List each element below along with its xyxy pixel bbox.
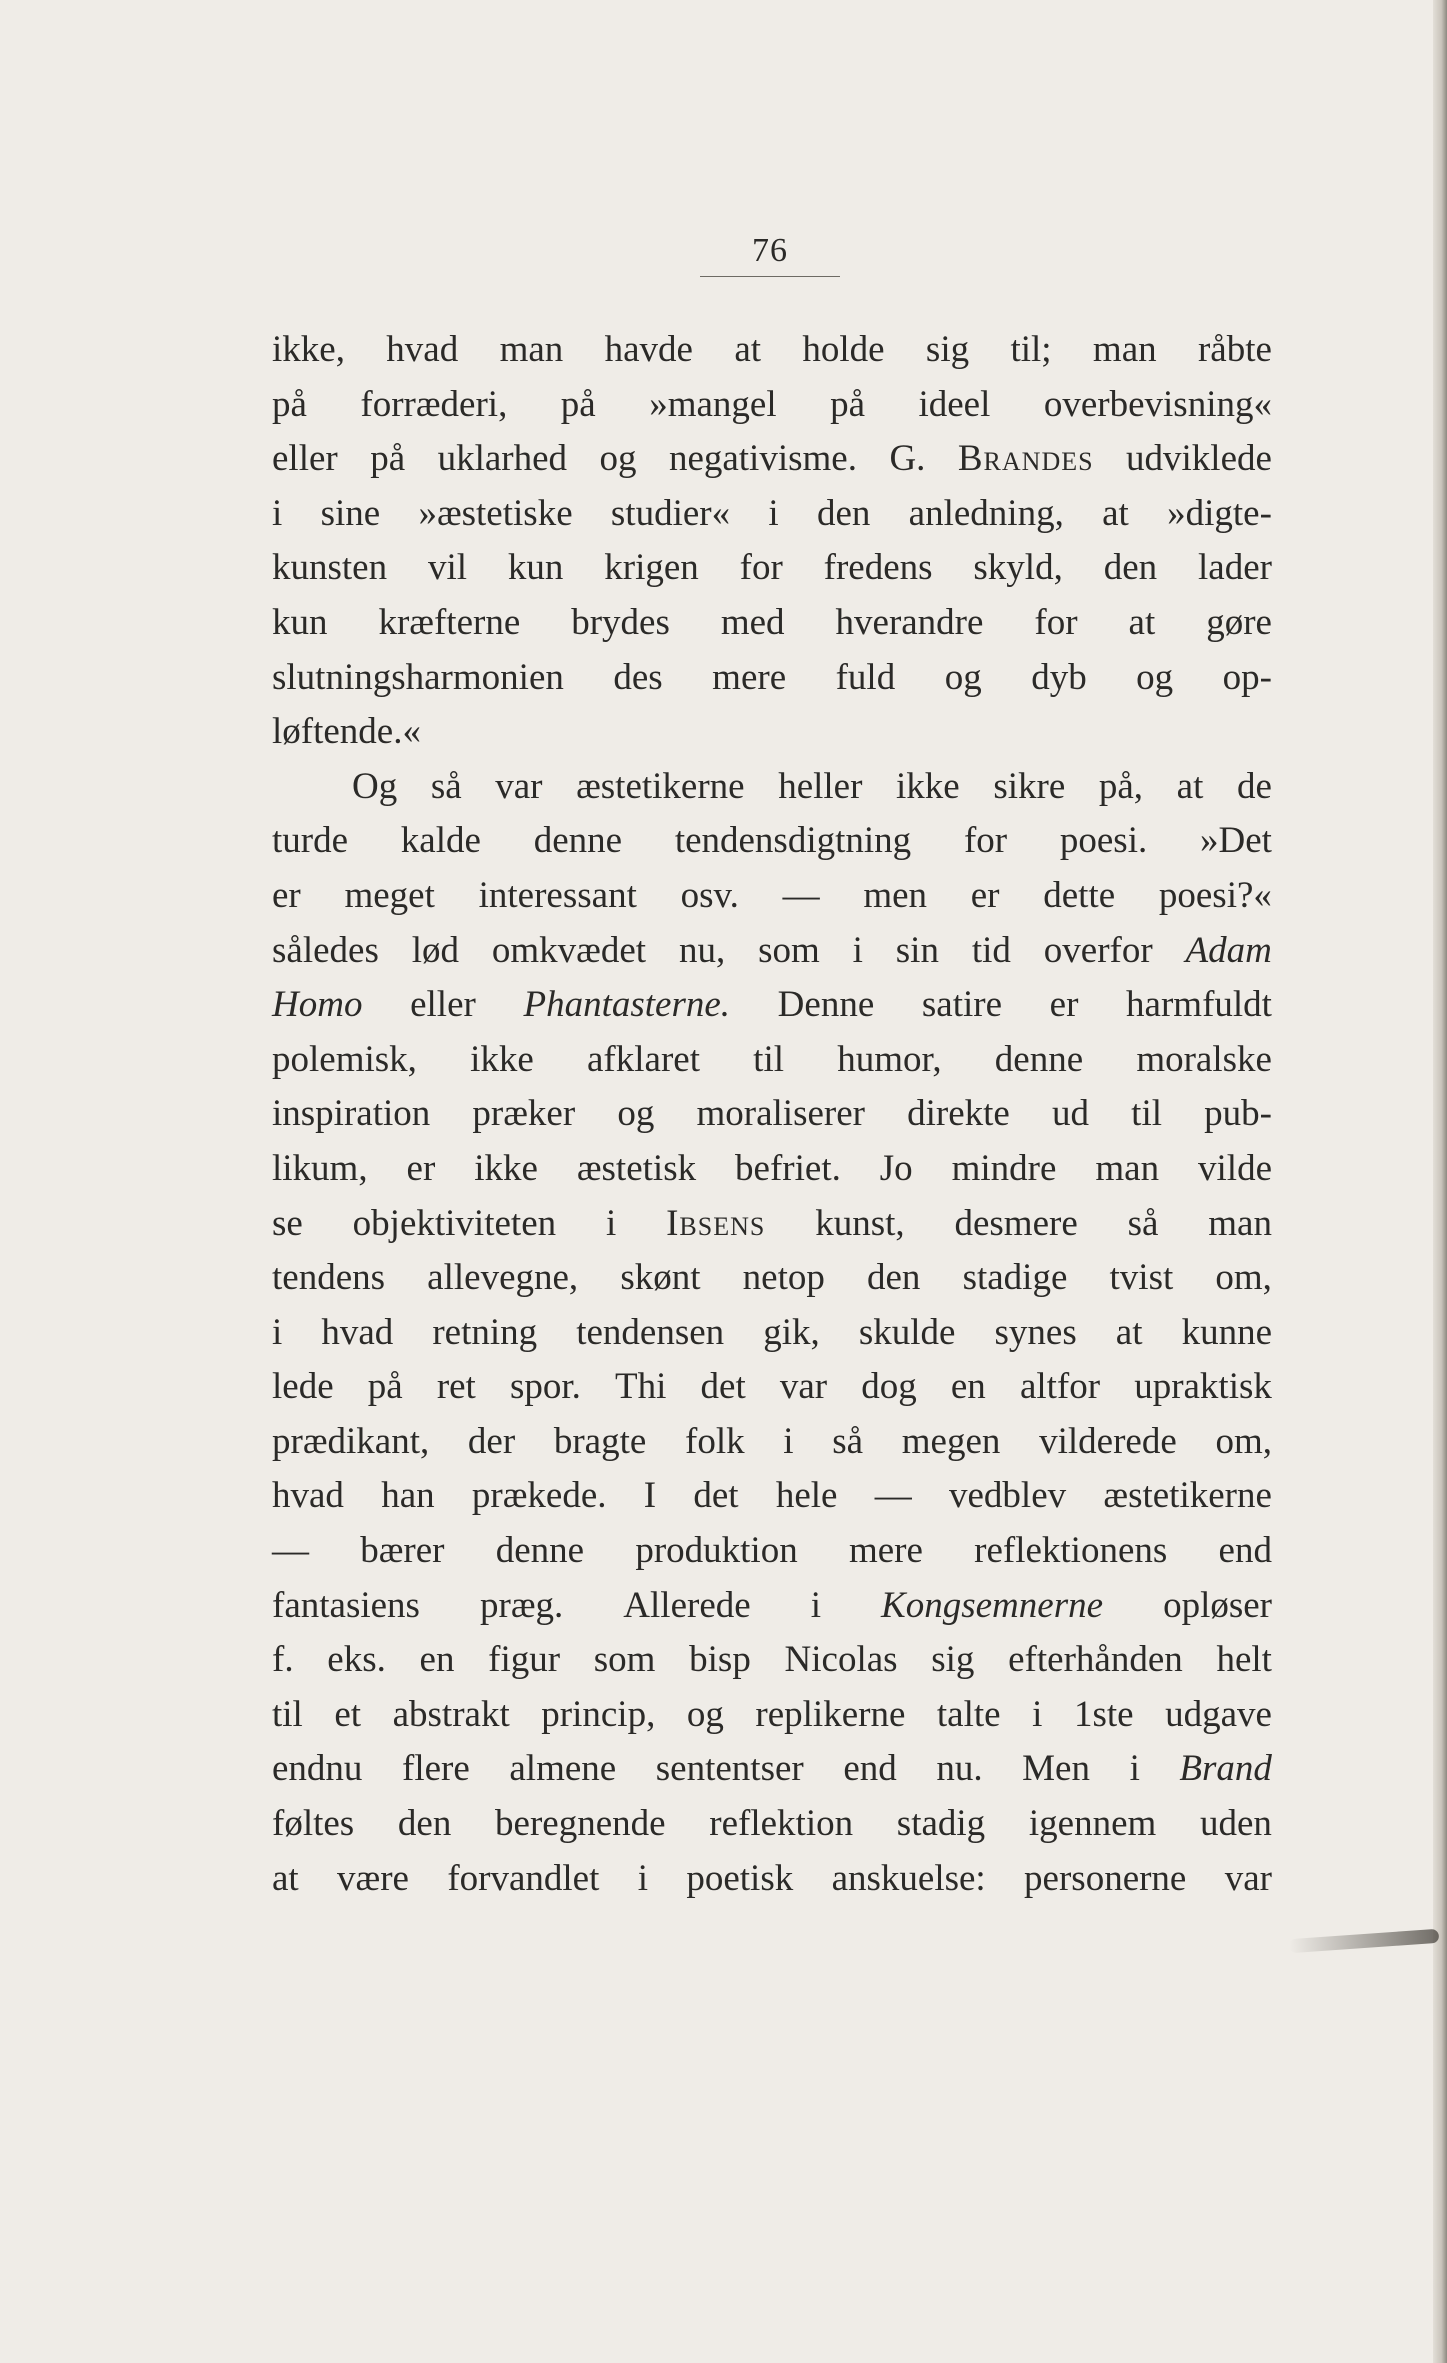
ink-smudge xyxy=(1289,1929,1440,1953)
text-line: til et abstrakt princip, og replikerne talte i 1ste udgave xyxy=(272,1693,1272,1735)
text-line: i hvad retning tendensen gik, skulde synes at kunne xyxy=(272,1311,1272,1353)
text-line: prædikant, der bragte folk i så megen vilderede om, xyxy=(272,1420,1272,1462)
text-line: Og så var æstetikerne heller ikke sikre på, at de xyxy=(352,765,1272,807)
text-line: likum, er ikke æstetisk befriet. Jo mindre man vilde xyxy=(272,1147,1272,1189)
text-line: føltes den beregnende reflektion stadig igennem uden xyxy=(272,1803,1272,1845)
text-line: fantasiens præg. Allerede i Kongsemnerne opløser xyxy=(272,1584,1272,1626)
body-text xyxy=(272,323,1272,1906)
text-line: polemisk, ikke afklaret til humor, denne moralske xyxy=(272,1038,1272,1080)
text-line: endnu flere almene sententser end nu. Men i Brand xyxy=(272,1748,1272,1790)
text-line: ikke, hvad man havde at holde sig til; man råbte xyxy=(272,329,1272,370)
text-line: lede på ret spor. Thi det var dog en altfor upraktisk xyxy=(272,1366,1272,1408)
text-line: kunsten vil kun krigen for fredens skyld, den lader xyxy=(272,547,1272,589)
text-line: inspiration præker og moraliserer direkte ud til pub- xyxy=(272,1093,1272,1135)
text-line: at være forvandlet i poetisk anskuelse: personerne var xyxy=(272,1857,1272,1899)
text-line: således lød omkvædet nu, som i sin tid overfor Adam xyxy=(272,929,1272,971)
page-number-rule xyxy=(700,276,840,277)
page-number: 76 xyxy=(752,232,788,269)
text-line: er meget interessant osv. — men er dette poesi?« xyxy=(272,874,1272,916)
text-line: løftende.« xyxy=(272,711,421,753)
text-line: i sine »æstetiske studier« i den anledning, at »digte- xyxy=(272,492,1272,534)
text-line: Homo eller Phantasterne. Denne satire er harmfuldt xyxy=(272,984,1272,1026)
text-line: — bærer denne produktion mere reflektionens end xyxy=(272,1530,1272,1572)
text-line: se objektiviteten i Ibsens kunst, desmere så man xyxy=(272,1202,1272,1244)
text-line: f. eks. en figur som bisp Nicolas sig efterhånden helt xyxy=(272,1639,1272,1681)
page-edge-shadow xyxy=(1433,0,1447,2363)
text-line: på forræderi, på »mangel på ideel overbevisning« xyxy=(272,383,1272,425)
text-line: kun kræfterne brydes med hverandre for at gøre xyxy=(272,601,1272,643)
text-line: hvad han prækede. I det hele — vedblev æstetikerne xyxy=(272,1475,1272,1517)
text-line: turde kalde denne tendensdigtning for poesi. »Det xyxy=(272,820,1272,862)
text-line: slutningsharmonien des mere fuld og dyb og op- xyxy=(272,656,1272,698)
text-line: eller på uklarhed og negativisme. G. Brandes udviklede xyxy=(272,438,1272,480)
text-line: tendens allevegne, skønt netop den stadige tvist om, xyxy=(272,1257,1272,1299)
